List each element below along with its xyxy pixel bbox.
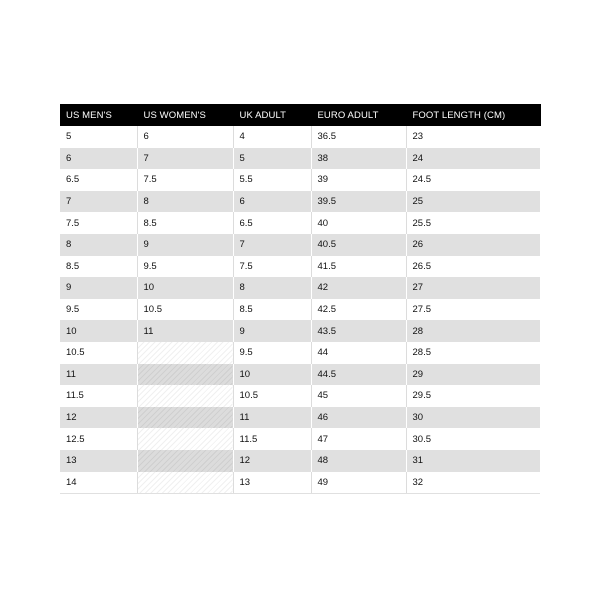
cell-euro-adult: 42 [311, 277, 406, 299]
cell-euro-adult: 43.5 [311, 320, 406, 342]
cell-foot-length: 25 [406, 191, 540, 213]
cell-euro-adult: 36.5 [311, 126, 406, 148]
cell-us-womens: 11 [137, 320, 233, 342]
cell-euro-adult: 39.5 [311, 191, 406, 213]
table-row [60, 234, 540, 256]
cell-us-mens: 11 [60, 364, 137, 386]
cell-us-womens: 10 [137, 277, 233, 299]
header-euro-adult: EURO ADULT [311, 104, 406, 126]
cell-foot-length: 28 [406, 320, 540, 342]
cell-us-womens [137, 428, 233, 450]
size-chart-table [60, 104, 541, 494]
cell-us-mens: 7 [60, 191, 137, 213]
table-row [60, 212, 540, 234]
cell-euro-adult: 40.5 [311, 234, 406, 256]
cell-euro-adult: 40 [311, 212, 406, 234]
cell-us-mens: 10 [60, 320, 137, 342]
cell-us-womens [137, 407, 233, 429]
cell-uk-adult: 13 [233, 472, 311, 494]
cell-foot-length: 29.5 [406, 385, 540, 407]
cell-foot-length: 24.5 [406, 169, 540, 191]
cell-us-womens [137, 472, 233, 494]
cell-us-mens: 7.5 [60, 212, 137, 234]
cell-foot-length: 31 [406, 450, 540, 472]
cell-us-womens [137, 385, 233, 407]
cell-us-womens [137, 342, 233, 364]
cell-euro-adult: 46 [311, 407, 406, 429]
header-us-womens: US WOMEN'S [137, 104, 233, 126]
cell-euro-adult: 47 [311, 428, 406, 450]
cell-uk-adult: 11.5 [233, 428, 311, 450]
header-row [60, 104, 540, 126]
cell-uk-adult: 9.5 [233, 342, 311, 364]
table-row [60, 385, 540, 407]
cell-us-mens: 14 [60, 472, 137, 494]
cell-us-womens [137, 450, 233, 472]
cell-us-mens: 6.5 [60, 169, 137, 191]
header-foot-length: FOOT LENGTH (CM) [406, 104, 540, 126]
cell-foot-length: 30 [406, 407, 540, 429]
table-row [60, 364, 540, 386]
table-row [60, 299, 540, 321]
cell-foot-length: 26 [406, 234, 540, 256]
table-row [60, 256, 540, 278]
cell-foot-length: 26.5 [406, 256, 540, 278]
table-row [60, 342, 540, 364]
cell-euro-adult: 38 [311, 148, 406, 170]
table-row [60, 148, 540, 170]
cell-us-mens: 10.5 [60, 342, 137, 364]
cell-uk-adult: 5 [233, 148, 311, 170]
table-row [60, 320, 540, 342]
table-row [60, 450, 540, 472]
cell-uk-adult: 6 [233, 191, 311, 213]
cell-uk-adult: 8 [233, 277, 311, 299]
cell-foot-length: 28.5 [406, 342, 540, 364]
cell-us-mens: 12 [60, 407, 137, 429]
cell-us-mens: 5 [60, 126, 137, 148]
cell-euro-adult: 39 [311, 169, 406, 191]
cell-uk-adult: 9 [233, 320, 311, 342]
cell-us-womens: 8 [137, 191, 233, 213]
table-row [60, 126, 540, 148]
cell-foot-length: 30.5 [406, 428, 540, 450]
cell-euro-adult: 42.5 [311, 299, 406, 321]
table-row [60, 277, 540, 299]
cell-us-womens: 9 [137, 234, 233, 256]
cell-us-mens: 13 [60, 450, 137, 472]
header-us-mens: US MEN'S [60, 104, 137, 126]
cell-euro-adult: 49 [311, 472, 406, 494]
cell-foot-length: 25.5 [406, 212, 540, 234]
cell-uk-adult: 8.5 [233, 299, 311, 321]
cell-uk-adult: 6.5 [233, 212, 311, 234]
cell-euro-adult: 44 [311, 342, 406, 364]
cell-us-womens: 9.5 [137, 256, 233, 278]
cell-uk-adult: 4 [233, 126, 311, 148]
cell-uk-adult: 5.5 [233, 169, 311, 191]
cell-us-womens: 8.5 [137, 212, 233, 234]
cell-us-mens: 9.5 [60, 299, 137, 321]
cell-us-womens: 7 [137, 148, 233, 170]
table-body [60, 126, 540, 493]
cell-us-mens: 12.5 [60, 428, 137, 450]
cell-euro-adult: 45 [311, 385, 406, 407]
cell-us-womens: 7.5 [137, 169, 233, 191]
cell-euro-adult: 44.5 [311, 364, 406, 386]
cell-us-mens: 8.5 [60, 256, 137, 278]
cell-foot-length: 27 [406, 277, 540, 299]
cell-foot-length: 32 [406, 472, 540, 494]
table-row [60, 472, 540, 494]
cell-us-mens: 6 [60, 148, 137, 170]
cell-uk-adult: 11 [233, 407, 311, 429]
cell-uk-adult: 12 [233, 450, 311, 472]
table-row [60, 191, 540, 213]
cell-uk-adult: 7.5 [233, 256, 311, 278]
table-row [60, 428, 540, 450]
table-row [60, 169, 540, 191]
table-row [60, 407, 540, 429]
cell-us-womens: 6 [137, 126, 233, 148]
cell-euro-adult: 41.5 [311, 256, 406, 278]
header-uk-adult: UK ADULT [233, 104, 311, 126]
cell-foot-length: 29 [406, 364, 540, 386]
cell-foot-length: 27.5 [406, 299, 540, 321]
cell-foot-length: 24 [406, 148, 540, 170]
cell-uk-adult: 10.5 [233, 385, 311, 407]
cell-uk-adult: 7 [233, 234, 311, 256]
table-header [60, 104, 540, 126]
cell-us-womens: 10.5 [137, 299, 233, 321]
cell-foot-length: 23 [406, 126, 540, 148]
cell-us-mens: 9 [60, 277, 137, 299]
cell-us-mens: 8 [60, 234, 137, 256]
cell-us-mens: 11.5 [60, 385, 137, 407]
cell-us-womens [137, 364, 233, 386]
cell-uk-adult: 10 [233, 364, 311, 386]
cell-euro-adult: 48 [311, 450, 406, 472]
